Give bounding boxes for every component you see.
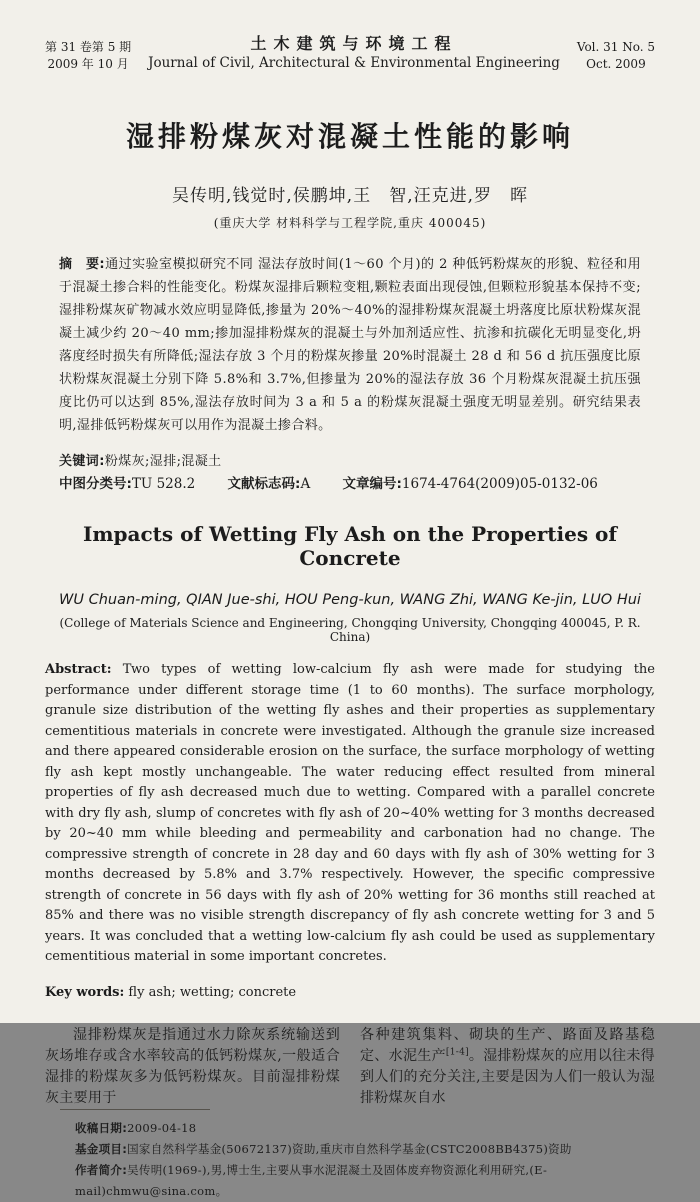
header-date-cn: 2009 年 10 月 <box>47 57 129 71</box>
funding-value: 国家自然科学基金(50672137)资助,重庆市自然科学基金(CSTC2008BB4375)资助 <box>127 1142 572 1156</box>
article-id-pair <box>342 476 597 492</box>
header-journal-block <box>131 34 577 73</box>
keywords-en-label: Key words: <box>45 984 125 1000</box>
footnote-divider <box>60 1109 210 1110</box>
abstract-cn-text: 通过实验室模拟研究不同 湿法存放时间(1～60 个月)的 2 种低钙粉煤灰的形貌、粒径和用于混凝土掺合料的性能变化。粉煤灰湿排后颗粒变粗,颗粒表面出现侵蚀,但颗粒形貌基本保持不变;湿排粉煤灰矿物减水效应明显降低,掺量为 20%～40%的湿排粉煤灰混凝土坍落度比原状粉煤灰混凝土减少约 20～40 mm;掺加湿排粉煤灰的混凝土与外加剂适应性、抗渗和抗碳化无明显变化,坍落度经时损失有所降低;湿法存放 3 个月的粉煤灰掺量 20%时混凝土 28 d 和 56 d 抗压强度比原状粉煤灰混凝土分别下降 5.8%和 3.7%,但掺量为 20%的湿法存放 36 个月粉煤灰混凝土抗压强度比仍可以达到 85%,湿法存放时间为 3 a 和 5 a 的粉煤灰混凝土强度无明显差别。研究结果表明,湿排低钙粉煤灰可以用作为混凝土掺合料。 <box>59 257 641 433</box>
abstract-en <box>45 660 655 968</box>
body-right-part2: 。湿排粉煤灰的应用以往未得到人们的充分关注,主要是因为人们一般认为湿排粉煤灰自水 <box>360 1048 655 1106</box>
body-column-left <box>45 1025 340 1109</box>
body-right-part1: 各种建筑集料、砌块的生产、路面及路基稳定、水泥生产 <box>360 1027 655 1064</box>
article-title-cn: 湿排粉煤灰对混凝土性能的影响 <box>125 120 574 153</box>
affiliation-en: (College of Materials Science and Engineering, Chongqing University, Chongqing 400045, P. R. China) <box>59 616 641 644</box>
bio-label: 作者简介: <box>75 1163 128 1177</box>
clc-label: 中图分类号: <box>59 476 132 492</box>
footnote-author-bio <box>45 1160 655 1202</box>
keywords-cn <box>45 450 655 473</box>
journal-header <box>45 34 655 79</box>
reference-superscript: [1-4] <box>445 1047 469 1058</box>
journal-title-cn: 土木建筑与环境工程 <box>250 34 458 53</box>
classification-row <box>45 473 655 496</box>
article-id-value: 1674-4764(2009)05-0132-06 <box>401 476 598 492</box>
abstract-en-text: Two types of wetting low-calcium fly ash were made for studying the performance under different storage time (1 to 60 months). The surface morphology, granule size distribution of the wetting fly ashes and their properties as supplementary cementitious materials in concrete were investigated. Although the granule size increased and there appeared considerable erosion on the surface, the surface morphology of wetting fly ash kept mostly unchangeable. The water reducing effect resulted from mineral properties of fly ash decreased much due to wetting. Compared with a parallel concrete with dry fly ash, slump of concretes with fly ash of 20~40% wetting for 3 months decreased by 20~40 mm while bleeding and permeability and carbonation had no change. The compressive strength of concrete in 28 day and 60 days with fly ash of 30% wetting for 3 months decreased by 5.8% and 3.7% respectively. However, the specific compressive strength of concrete in 56 days with fly ash of 20% wetting for 36 months still reached at 85% and there was no visible strength discrepancy of fly ash concrete wetting for 3 and 5 years. It was concluded that a wetting low-calcium fly ash could be used as supplementary cementitious material in some important concretes. <box>45 662 655 964</box>
funding-label: 基金项目: <box>75 1142 128 1156</box>
received-value: 2009-04-18 <box>127 1121 197 1135</box>
journal-title-en: Journal of Civil, Architectural & Environmental Engineering <box>148 55 560 71</box>
authors-en: WU Chuan-ming, QIAN Jue-shi, HOU Peng-kun, WANG Zhi, WANG Ke-jin, LUO Hui <box>59 592 641 608</box>
keywords-en <box>45 983 655 1004</box>
keywords-cn-text: 粉煤灰;湿排;混凝土 <box>104 454 222 469</box>
footnote-funding <box>45 1139 655 1160</box>
article-id-label: 文章编号: <box>342 476 402 492</box>
header-issue-block <box>45 39 131 73</box>
footnotes <box>45 1109 655 1202</box>
body-right-paragraph <box>360 1025 655 1109</box>
header-vol-en: Vol. 31 No. 5 <box>576 40 655 54</box>
doc-code-value: A <box>300 476 311 492</box>
clc-value: TU 528.2 <box>131 476 196 492</box>
received-label: 收稿日期: <box>75 1121 128 1135</box>
body-left-paragraph: 湿排粉煤灰是指通过水力除灰系统输送到灰场堆存或含水率较高的低钙粉煤灰,一般适合湿排的粉煤灰多为低钙粉煤灰。目前湿排粉煤灰主要用于 <box>45 1027 340 1106</box>
abstract-cn <box>45 253 655 437</box>
header-vol-block <box>577 39 655 73</box>
doc-code-label: 文献标志码: <box>227 476 301 492</box>
keywords-en-text: fly ash; wetting; concrete <box>124 984 297 1000</box>
affiliation-cn: (重庆大学 材料科学与工程学院,重庆 400045) <box>213 216 487 230</box>
keywords-cn-label: 关键词: <box>59 454 105 469</box>
body-column-right <box>360 1025 655 1109</box>
body-columns <box>45 1025 655 1109</box>
bio-value: 吴传明(1969-),男,博士生,主要从事水泥混凝土及固体废弃物资源化利用研究,(E-mail)chmwu@sina.com。 <box>75 1163 548 1198</box>
article-title-en: Impacts of Wetting Fly Ash on the Properties of Concrete <box>83 522 617 570</box>
doc-code-pair <box>228 476 311 492</box>
abstract-en-label: Abstract: <box>45 662 112 677</box>
header-date-en: Oct. 2009 <box>586 57 646 71</box>
abstract-cn-label: 摘 要: <box>59 257 106 272</box>
authors-cn: 吴传明,钱觉时,侯鹏坤,王 智,汪克进,罗 晖 <box>171 186 529 206</box>
clc-pair <box>59 476 195 492</box>
header-issue-cn: 第 31 卷第 5 期 <box>45 40 132 54</box>
footnote-received <box>45 1118 655 1139</box>
